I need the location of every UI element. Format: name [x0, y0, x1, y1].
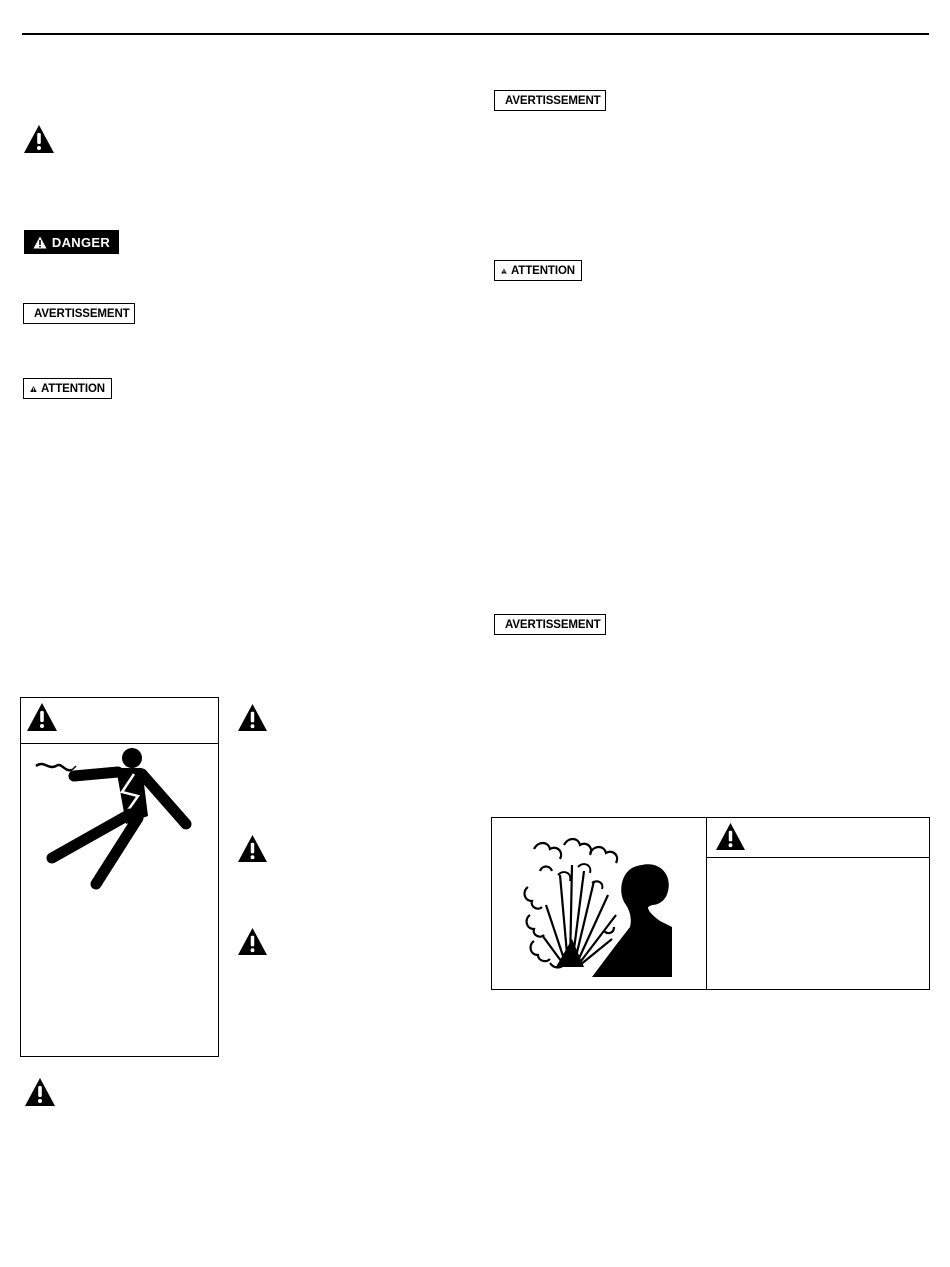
electric-shock-icon [30, 746, 200, 896]
safety-alert-icon [237, 703, 268, 732]
box-column-divider [706, 817, 707, 990]
danger-signal-word [24, 230, 119, 254]
warning-signal-word [494, 90, 606, 111]
warning-label: AVERTISSEMENT [505, 618, 601, 631]
caution-signal-word [23, 378, 112, 399]
safety-alert-icon [26, 702, 58, 732]
header-rule [22, 33, 929, 35]
warning-label: AVERTISSEMENT [505, 94, 601, 107]
box-header-divider [706, 857, 930, 858]
warning-triangle-icon [501, 265, 507, 277]
warning-triangle-icon [33, 236, 47, 249]
caution-label: ATTENTION [40, 382, 105, 395]
warning-triangle-icon [30, 383, 37, 395]
explosion-icon [520, 835, 680, 980]
safety-alert-icon [237, 927, 268, 956]
warning-label: AVERTISSEMENT [34, 307, 130, 320]
caution-label: ATTENTION [510, 264, 575, 277]
caution-signal-word [494, 260, 582, 281]
box-header-divider [20, 743, 219, 744]
warning-signal-word [23, 303, 135, 324]
safety-alert-icon [24, 1077, 56, 1107]
safety-alert-icon [715, 822, 746, 851]
safety-alert-icon [23, 124, 55, 154]
warning-signal-word [494, 614, 606, 635]
danger-label: DANGER [51, 234, 111, 250]
safety-alert-icon [237, 834, 268, 863]
